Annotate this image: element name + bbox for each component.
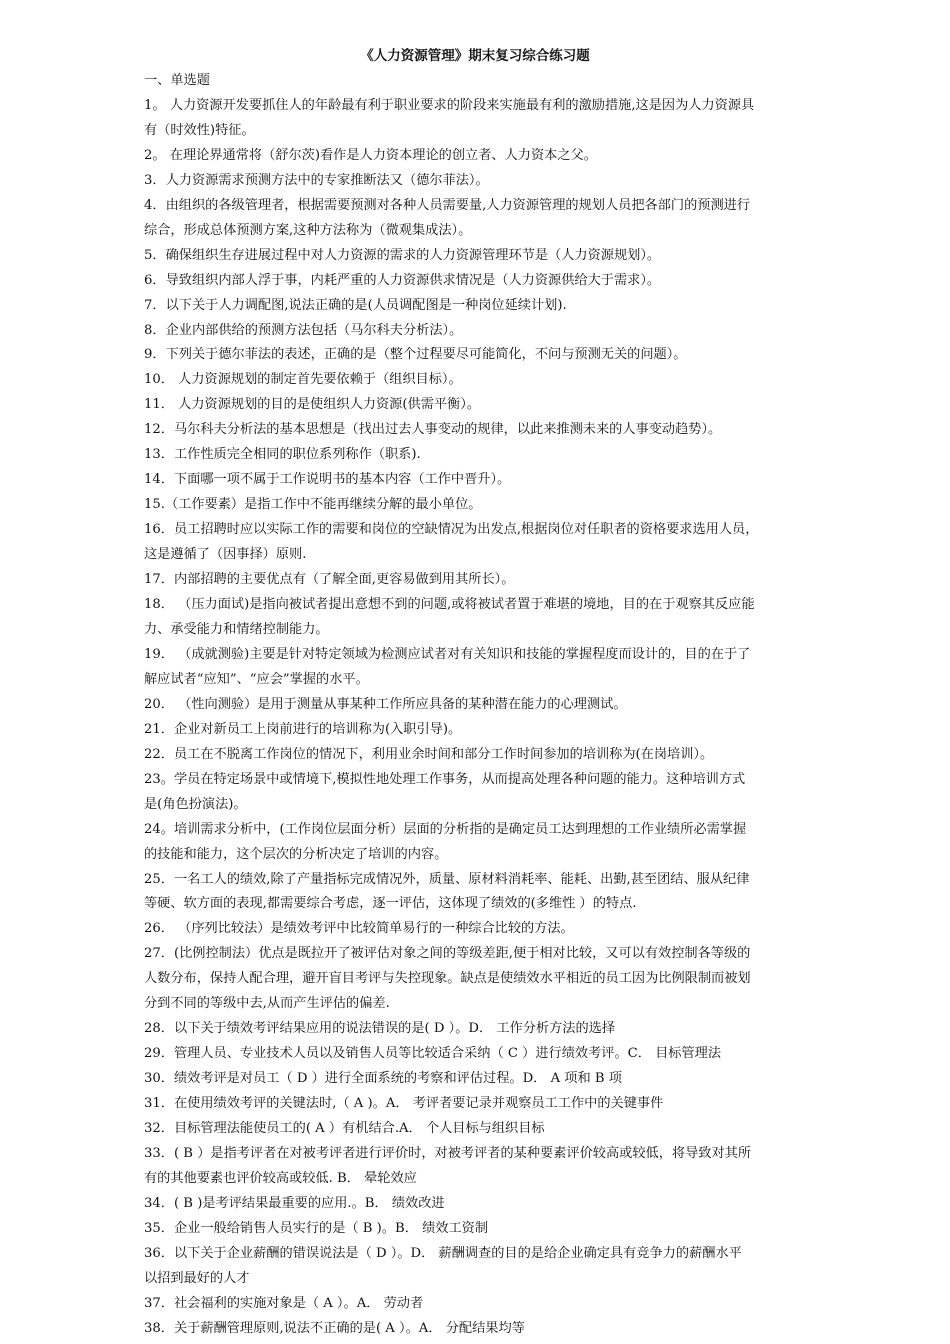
question-line: 5．确保组织生存进展过程中对人力资源的需求的人力资源管理环节是（人力资源规划）。: [144, 247, 661, 263]
question-line: 有（时效性)特征。: [144, 122, 255, 138]
question-line: 是(角色扮演法)。: [144, 796, 247, 812]
question-line: 23。学员在特定场景中或情境下,模拟性地处理工作事务，从而提高处理各种问题的能力。这种培训方式: [144, 771, 746, 787]
section-heading: 一、单选题: [144, 73, 210, 88]
question-line: 14．下面哪一项不属于工作说明书的基本内容（工作中晋升）。: [144, 472, 511, 488]
question-line: 8．企业内部供给的预测方法包括（马尔科夫分析法）。: [144, 322, 463, 338]
question-line: 32．目标管理法能使员工的( A ）有机结合.A． 个人目标与组织目标: [144, 1121, 545, 1137]
question-line: 15.（工作要素）是指工作中不能再继续分解的最小单位。: [144, 497, 482, 513]
question-line: 2。 在理论界通常将（舒尔茨)看作是人力资本理论的创立者、人力资本之父。: [144, 147, 597, 163]
question-line: 30．绩效考评是对员工（ D ）进行全面系统的考察和评估过程。D． A 项和 B 项: [144, 1071, 622, 1087]
question-line: 综合，形成总体预测方案,这种方法称为（微观集成法）。: [144, 222, 472, 238]
question-line: 36．以下关于企业薪酬的错误说法是（ D ）。D． 薪酬调查的目的是给企业确定具有竞争力的薪酬水平: [144, 1245, 742, 1261]
question-line: 4．由组织的各级管理者，根据需要预测对各种人员需要量,人力资源管理的规划人员把各部门的预测进行: [144, 197, 751, 213]
question-line: 等硬、软方面的表现,都需要综合考虑，逐一评估，这体现了绩效的(多维性 ）的特点.: [144, 896, 637, 912]
question-line: 12．马尔科夫分析法的基本思想是（找出过去人事变动的规律，以此来推测未来的人事变动趋势）。: [144, 422, 722, 438]
question-line: 21．企业对新员工上岗前进行的培训称为(入职引导)。: [144, 721, 462, 737]
question-line: 1。 人力资源开发要抓住人的年龄最有利于职业要求的阶段来实施最有利的激励措施,这是因为人力资源具: [144, 97, 755, 113]
question-line: 22．员工在不脱离工作岗位的情况下，利用业余时间和部分工作时间参加的培训称为(在岗培训）。: [144, 746, 714, 762]
question-line: 有的其他要素也评价较高或较低. B． 晕轮效应: [144, 1170, 417, 1186]
question-line: 37．社会福利的实施对象是（ A ）。A． 劳动者: [144, 1295, 424, 1311]
question-line: 34．( B )是考评结果最重要的应用.。B． 绩效改进: [144, 1195, 445, 1211]
question-line: 人数分布，保持人配合理，避开盲目考评与失控现象。缺点是使绩效水平相近的员工因为比例限制而被划: [144, 971, 751, 987]
question-line: 6．导致组织内部人浮于事，内耗严重的人力资源供求情况是（人力资源供给大于需求）。: [144, 272, 661, 288]
question-line: 这是遵循了（因事择）原则.: [144, 547, 307, 563]
question-line: 33．( B ）是指考评者在对被考评者进行评价时，对被考评者的某种要素评价较高或较低，将导致对其所: [144, 1145, 752, 1161]
question-line: 26． （序列比较法）是绩效考评中比较简单易行的一种综合比较的方法。: [144, 921, 574, 937]
question-line: 解应试者“应知”、“应会”掌握的水平。: [144, 671, 369, 687]
question-line: 31．在使用绩效考评的关键法时,（ A )。A． 考评者要记录并观察员工工作中的关键事件: [144, 1096, 664, 1112]
question-line: 以招到最好的人才: [144, 1270, 250, 1286]
question-line: 27．(比例控制法）优点是既拉开了被评估对象之间的等级差距,便于相对比较，又可以有效控制各等级的: [144, 946, 751, 962]
question-line: 力、承受能力和情绪控制能力。: [144, 621, 329, 637]
document-body: [144, 69, 816, 1342]
question-line: 13．工作性质完全相同的职位系列称作（职系).: [144, 447, 421, 463]
question-line: 的技能和能力，这个层次的分析决定了培训的内容。: [144, 846, 448, 862]
question-line: 16．员工招聘时应以实际工作的需要和岗位的空缺情况为出发点,根据岗位对任职者的资格要求选用人员，: [144, 522, 759, 538]
question-line: 18． （压力面试)是指向被试者提出意想不到的问题,或将被试者置于难堪的境地，目的在于观察其反应能: [144, 597, 755, 613]
question-line: 20． （性向测验）是用于测量从事某种工作所应具备的某种潜在能力的心理测试。: [144, 696, 627, 712]
question-line: 25．一名工人的绩效,除了产量指标完成情况外，质量、原材料消耗率、能耗、出勤,甚至团结、服从纪律: [144, 871, 750, 887]
question-line: 38．关于薪酬管理原则,说法不正确的是( A ）。A． 分配结果均等: [144, 1320, 525, 1336]
question-line: 35．企业一般给销售人员实行的是（ B )。B． 绩效工资制: [144, 1220, 489, 1236]
question-line: 11． 人力资源规划的目的是使组织人力资源(供需平衡）。: [144, 397, 481, 413]
question-line: 7．以下关于人力调配图,说法正确的是(人员调配图是一种岗位延续计划).: [144, 297, 567, 313]
document-title: 《人力资源管理》期末复习综合练习题: [360, 48, 590, 64]
question-line: 19． （成就测验)主要是针对特定领域为检测应试者对有关知识和技能的掌握程度而设计的，目的在于了: [144, 646, 751, 662]
question-line: 3．人力资源需求预测方法中的专家推断法又（德尔菲法）。: [144, 172, 489, 188]
question-line: 17．内部招聘的主要优点有（了解全面,更容易做到用其所长）。: [144, 572, 515, 588]
question-line: 10． 人力资源规划的制定首先要依赖于（组织目标）。: [144, 372, 462, 388]
question-line: 28．以下关于绩效考评结果应用的说法错误的是( D ）。D． 工作分析方法的选择: [144, 1021, 616, 1037]
question-line: 29．管理人员、专业技术人员以及销售人员等比较适合采纳（ C ）进行绩效考评。C． 目标管理法: [144, 1046, 722, 1062]
question-line: 24。培训需求分析中，(工作岗位层面分析）层面的分析指的是确定员工达到理想的工作业绩所必需掌握: [144, 821, 747, 837]
question-list: [144, 94, 816, 1342]
question-line: 9．下列关于德尔菲法的表述，正确的是（整个过程要尽可能简化，不问与预测无关的问题）。: [144, 347, 687, 363]
question-line: 分到不同的等级中去,从而产生评估的偏差.: [144, 996, 390, 1012]
